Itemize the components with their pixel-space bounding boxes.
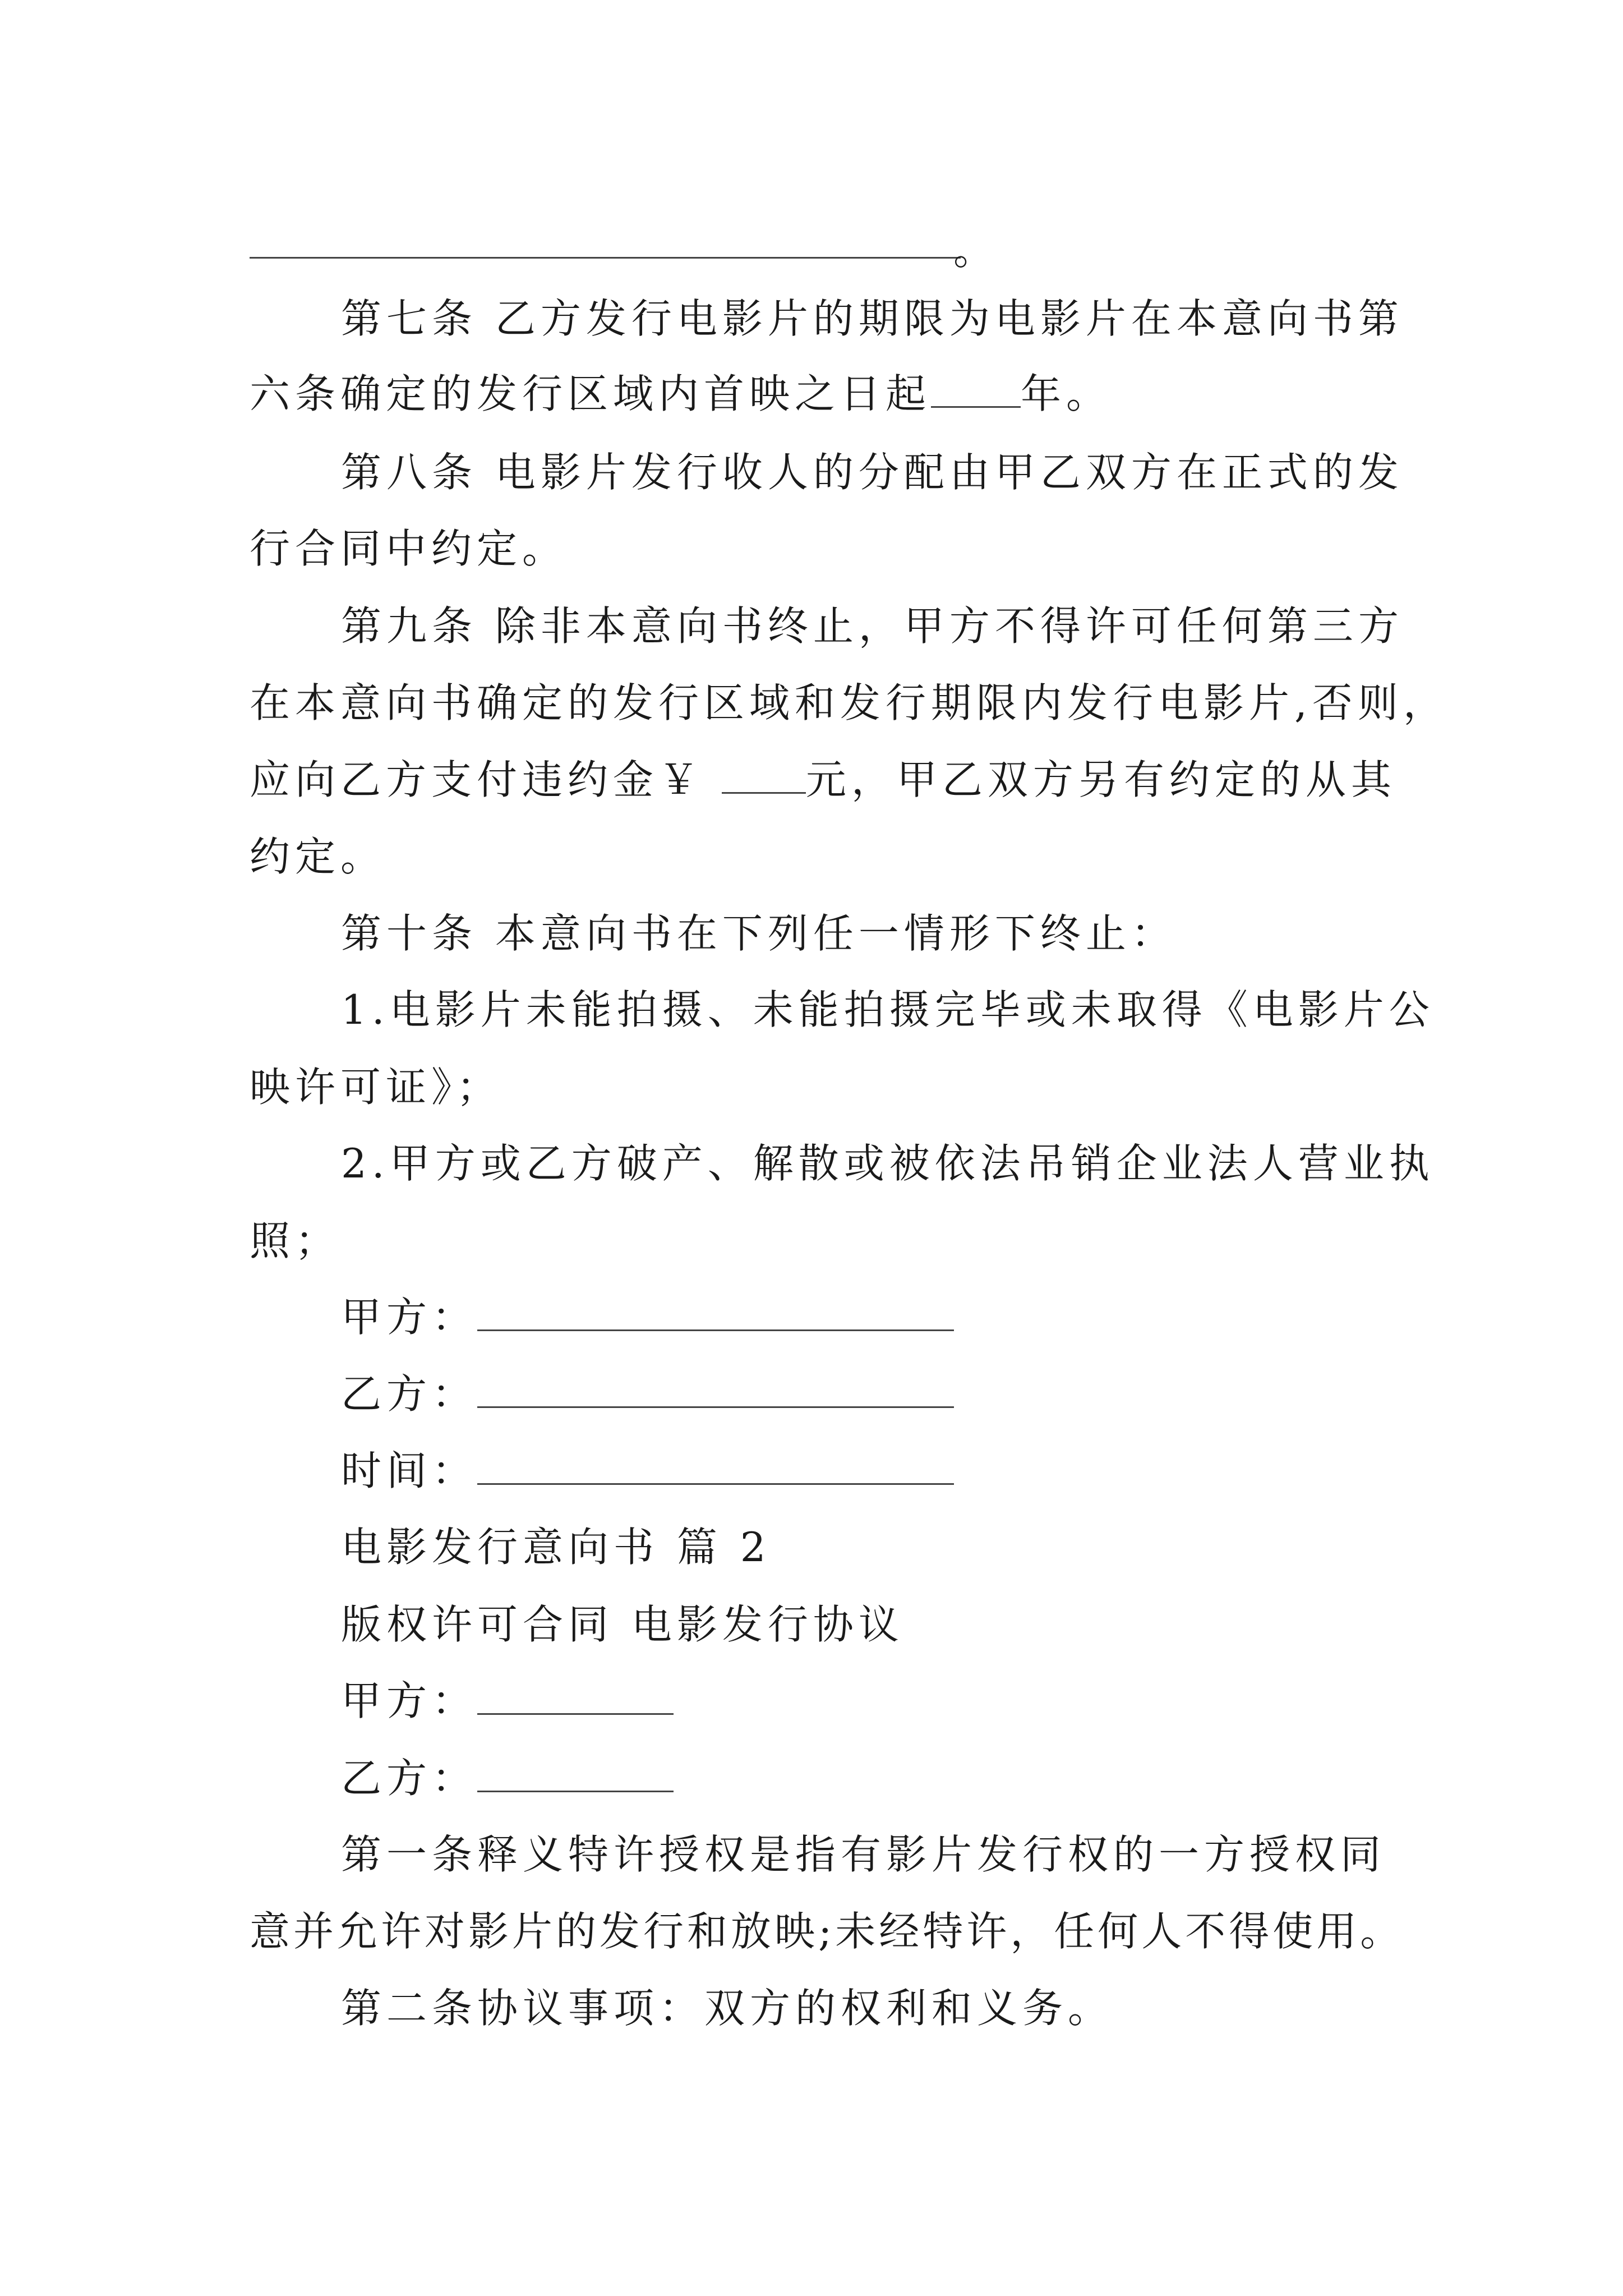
part-2-article-1-line-1: 第一条释义特许授权是指有影片发行权的一方授权同 bbox=[341, 1831, 1386, 1878]
part-2-article-2: 第二条协议事项：双方的权利和义务。 bbox=[341, 1985, 1114, 2032]
article-8-line-1: 第八条 电影片发行收人的分配由甲乙双方在正式的发 bbox=[341, 449, 1404, 496]
item-2-line-1: 2.甲方或乙方破产、解散或被依法吊销企业法人营业执 bbox=[341, 1140, 1435, 1187]
part-2-subtitle: 版权许可合同 电影发行协议 bbox=[341, 1601, 904, 1648]
signature-party-a bbox=[341, 1289, 954, 1345]
article-9-text-a: 应向乙方支付违约金￥ bbox=[250, 756, 722, 803]
part-2-party-b-label: 乙方： bbox=[341, 1755, 478, 1802]
article-7-text-a: 六条确定的发行区域内首映之日起 bbox=[250, 370, 932, 417]
signature-party-b-blank bbox=[477, 1369, 954, 1408]
years-blank bbox=[931, 369, 1021, 408]
part-2-party-b bbox=[341, 1750, 674, 1806]
signature-party-a-label: 甲方： bbox=[341, 1294, 478, 1341]
part-2-article-1-line-2: 意并允许对影片的发行和放映;未经特许，任何人不得使用。 bbox=[250, 1908, 1404, 1955]
article-9-line-4: 约定。 bbox=[250, 833, 386, 880]
article-9-line-1: 第九条 除非本意向书终止，甲方不得许可任何第三方 bbox=[341, 602, 1404, 650]
part-2-title: 电影发行意向书 篇 2 bbox=[341, 1524, 771, 1571]
article-9-text-b: 元，甲乙双方另有约定的从其 bbox=[805, 756, 1396, 803]
signature-time bbox=[341, 1443, 954, 1499]
signature-time-blank bbox=[477, 1446, 954, 1485]
part-2-party-a-blank bbox=[477, 1676, 674, 1715]
item-1-line-2: 映许可证》； bbox=[250, 1064, 502, 1111]
period-mark: 。 bbox=[953, 227, 994, 274]
signature-party-b bbox=[341, 1366, 954, 1422]
article-9-line-3 bbox=[250, 752, 1396, 808]
article-7-line-2 bbox=[250, 366, 1112, 422]
article-8-line-2: 行合同中约定。 bbox=[250, 525, 568, 572]
blank-line bbox=[250, 257, 961, 259]
signature-time-label: 时间： bbox=[341, 1447, 478, 1494]
article-7-line-1: 第七条 乙方发行电影片的期限为电影片在本意向书第 bbox=[341, 295, 1404, 342]
amount-blank bbox=[722, 755, 806, 794]
part-2-party-b-blank bbox=[477, 1754, 674, 1792]
signature-party-b-label: 乙方： bbox=[341, 1370, 478, 1418]
item-2-line-2: 照； bbox=[250, 1217, 341, 1264]
item-1-line-1: 1.电影片未能拍摄、未能拍摄完毕或未取得《电影片公 bbox=[341, 986, 1435, 1033]
part-2-party-a-label: 甲方： bbox=[341, 1677, 478, 1724]
article-10-line-1: 第十条 本意向书在下列任一情形下终止： bbox=[341, 910, 1177, 957]
part-2-party-a bbox=[341, 1673, 674, 1729]
signature-party-a-blank bbox=[477, 1292, 954, 1331]
article-7-text-b: 年。 bbox=[1021, 370, 1112, 417]
article-9-line-2: 在本意向书确定的发行区域和发行期限内发行电影片,否则， bbox=[250, 679, 1449, 726]
